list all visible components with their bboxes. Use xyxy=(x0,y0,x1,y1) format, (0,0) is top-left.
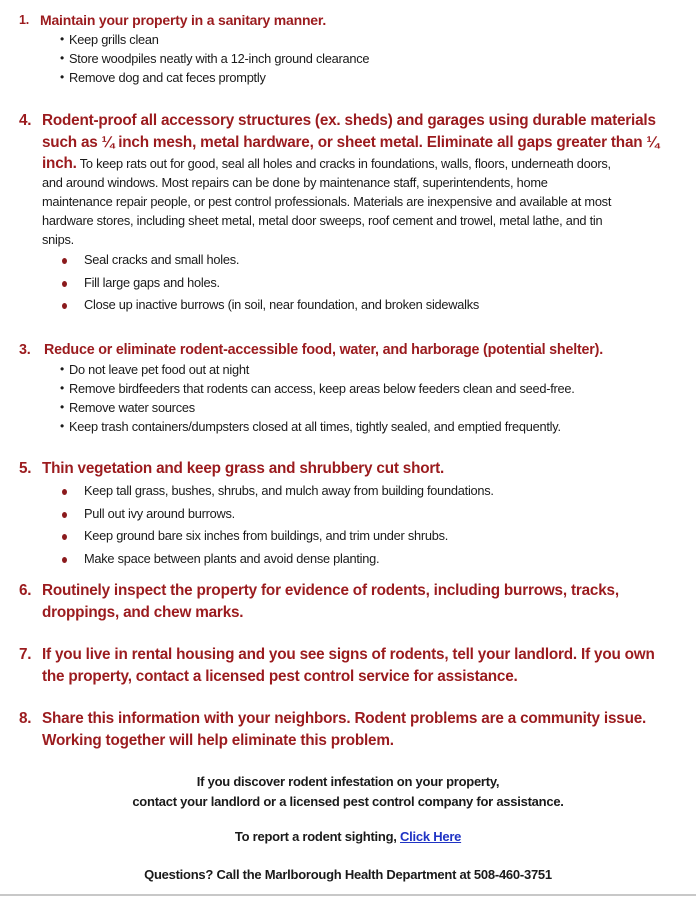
list-item: Keep ground bare six inches from buildings, and trim under shrubs. xyxy=(84,525,696,548)
bullet-icon xyxy=(62,534,67,540)
report-sighting-line: To report a rodent sighting, Click Here xyxy=(234,829,462,844)
list-item: • Keep grills clean xyxy=(60,32,159,47)
bullet-icon xyxy=(62,258,67,264)
section-6-heading: 6. Routinely inspect the property for evidence of rodents, including burrows, tracks, droppings, and chew marks. xyxy=(19,582,619,621)
list-item: Keep tall grass, bushes, shrubs, and mulch away from building foundations. xyxy=(84,480,696,503)
list-item: Make space between plants and avoid dense planting. xyxy=(84,548,696,571)
section-1-list xyxy=(0,30,696,87)
list-item: • Remove birdfeeders that rodents can access, keep areas below feeders clean and seed-free. xyxy=(60,381,575,396)
section-8-heading: 8. Share this information with your neighbors. Rodent problems are a community issue. Working together will help eliminate this problem. xyxy=(19,710,647,749)
bullet-icon: • xyxy=(60,32,64,46)
list-item: • Store woodpiles neatly with a 12-inch ground clearance xyxy=(60,51,370,66)
list-item: Seal cracks and small holes. xyxy=(84,249,696,272)
heading-text: Maintain your property in a sanitary manner. xyxy=(40,12,327,28)
bullet-icon: • xyxy=(60,70,64,84)
list-item: • Keep trash containers/dumpsters closed at all times, tightly sealed, and emptied frequently. xyxy=(60,419,561,434)
bullet-icon xyxy=(62,557,67,563)
section-number: 7. xyxy=(19,646,32,663)
bullet-icon: • xyxy=(60,381,64,395)
bullet-icon xyxy=(62,281,67,287)
section-7-heading: 7. If you live in rental housing and you see signs of rodents, tell your landlord. If you own the property, contact a licensed pest control service for assistance. xyxy=(19,646,655,685)
heading-text: Thin vegetation and keep grass and shrubbery cut short. xyxy=(42,460,445,477)
list-item: Fill large gaps and holes. xyxy=(84,272,696,295)
list-item: • Do not leave pet food out at night xyxy=(60,362,250,377)
section-number: 3. xyxy=(19,342,31,358)
list-item: Close up inactive burrows (in soil, near foundation, and broken sidewalks xyxy=(84,294,696,317)
section-6 xyxy=(0,580,696,624)
heading-text: inch. xyxy=(42,155,77,172)
section-3-heading xyxy=(0,340,696,360)
section-number: 6. xyxy=(19,582,32,599)
questions-contact: Questions? Call the Marlborough Health Department at 508-460-3751 xyxy=(144,867,552,882)
section-1-heading xyxy=(0,10,696,30)
section-4-heading: 4. Rodent-proof all accessory structures (ex. sheds) and garages using durable materials such as ¼ inch mesh, metal hardware, or sheet metal. Eliminate all gaps greater than ¼ xyxy=(19,112,660,151)
section-number: 5. xyxy=(19,460,32,477)
bullet-icon xyxy=(62,512,67,518)
section-4-body: inch. To keep rats out for good, seal all holes and cracks in foundations, walls, floors, underneath doors, and around windows. Most repairs can be done by maintenance staff, superintendents, home maintenance repair people, or pest control professionals. Materials are inexpensive and available at most hardware stores, including sheet metal, metal door sweeps, roof cement and trowel, metal lathe, and tin snips. xyxy=(42,155,612,247)
section-5-heading xyxy=(0,458,696,480)
bullet-icon xyxy=(62,489,67,495)
heading-text: Reduce or eliminate rodent-accessible food, water, and harborage (potential shelter). xyxy=(44,342,603,358)
section-4 xyxy=(0,110,696,317)
bullet-icon: • xyxy=(60,51,64,65)
bullet-icon xyxy=(62,303,67,309)
section-3-list xyxy=(0,360,696,436)
bullet-icon: • xyxy=(60,362,64,376)
bullet-icon: • xyxy=(60,400,64,414)
list-item: • Remove water sources xyxy=(60,400,195,415)
list-item: • Remove dog and cat feces promptly xyxy=(60,70,266,85)
click-here-link[interactable]: Click Here xyxy=(400,829,462,844)
section-8 xyxy=(0,708,696,752)
section-4-list xyxy=(0,249,696,317)
section-5-list xyxy=(0,480,696,570)
section-number: 1. xyxy=(19,13,30,27)
infestation-notice: If you discover rodent infestation on your property, contact your landlord or a licensed pest control company for assistance. xyxy=(132,774,564,809)
list-item: Pull out ivy around burrows. xyxy=(84,503,696,526)
section-5 xyxy=(0,458,696,570)
section-1 xyxy=(0,10,696,87)
bottom-divider xyxy=(0,894,696,896)
section-number: 8. xyxy=(19,710,32,727)
section-3 xyxy=(0,340,696,436)
section-number: 4. xyxy=(19,112,32,129)
section-7 xyxy=(0,644,696,688)
bullet-icon: • xyxy=(60,419,64,433)
